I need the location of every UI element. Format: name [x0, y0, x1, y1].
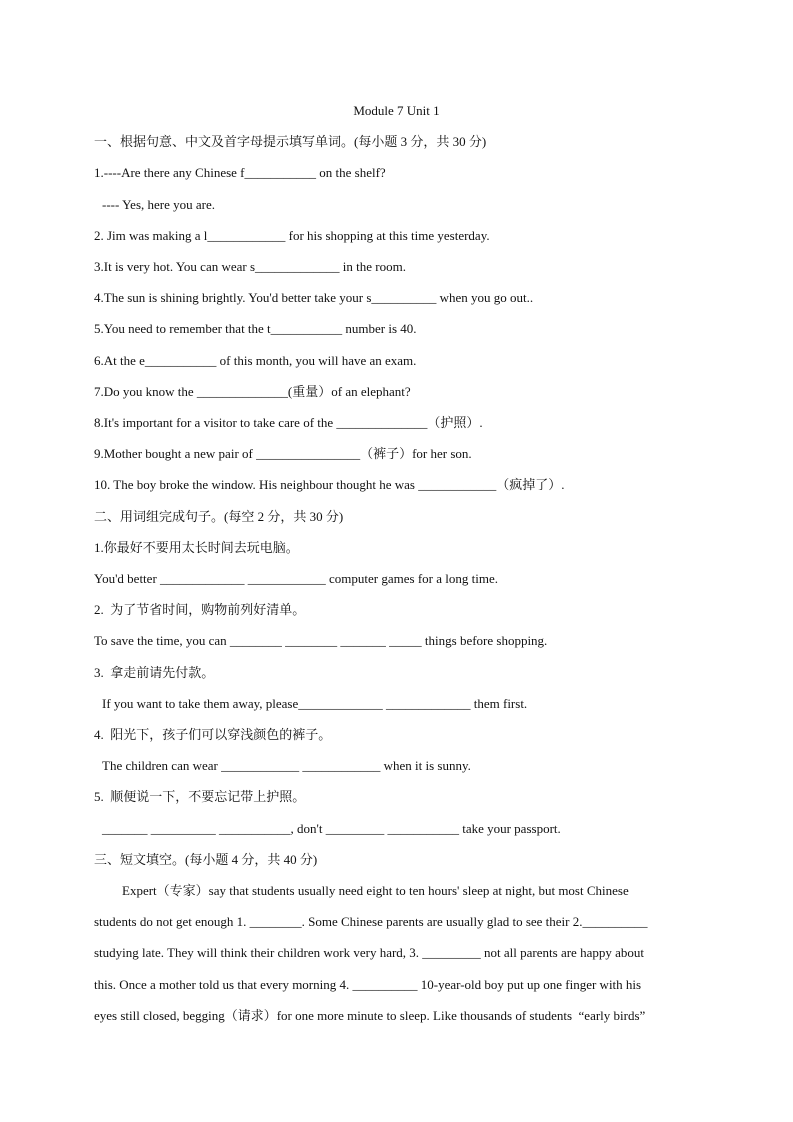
- s1-item-5: 5.You need to remember that the t___________ number is 40.: [94, 321, 417, 336]
- section3-heading: 三、短文填空。(每小题 4 分，共 40 分): [94, 852, 318, 867]
- s3-line-2: students do not get enough 1. ________. Some Chinese parents are usually glad to see their 2.__________: [94, 914, 648, 929]
- s2-item-1-cn: 1.你最好不要用太长时间去玩电脑。: [94, 540, 299, 555]
- s1-item-1-answer: ---- Yes, here you are.: [102, 197, 215, 212]
- section2-heading: 二、用词组完成句子。(每空 2 分，共 30 分): [94, 509, 344, 524]
- s3-line-5: eyes still closed, begging（请求）for one more minute to sleep. Like thousands of students “early birds”: [94, 1008, 646, 1023]
- s1-item-2: 2. Jim was making a l____________ for his shopping at this time yesterday.: [94, 228, 490, 243]
- s1-item-1: 1.----Are there any Chinese f___________ on the shelf?: [94, 165, 386, 180]
- page-title: Module 7 Unit 1: [353, 103, 440, 118]
- s2-item-2-en: To save the time, you can ________ ________ _______ _____ things before shopping.: [94, 633, 548, 648]
- s2-item-1-en: You'd better _____________ ____________ computer games for a long time.: [94, 571, 498, 586]
- s1-item-9: 9.Mother bought a new pair of ________________（裤子）for her son.: [94, 446, 472, 461]
- s1-item-4: 4.The sun is shining brightly. You'd better take your s__________ when you go out..: [94, 290, 534, 305]
- s1-item-10: 10. The boy broke the window. His neighbour thought he was ____________（疯掉了）.: [94, 477, 565, 492]
- s2-item-5-cn: 5. 顺便说一下，不要忘记带上护照。: [94, 789, 306, 804]
- s2-item-3-en: If you want to take them away, please_____________ _____________ them first.: [102, 696, 528, 711]
- s3-line-1: Expert（专家）say that students usually need eight to ten hours' sleep at night, but most Chinese: [122, 883, 629, 898]
- s2-item-2-cn: 2. 为了节省时间，购物前列好清单。: [94, 602, 306, 617]
- s3-line-4: this. Once a mother told us that every morning 4. __________ 10-year-old boy put up one finger with his: [94, 977, 642, 992]
- s3-line-3: studying late. They will think their children work very hard, 3. _________ not all parents are happy about: [94, 945, 644, 960]
- section1-heading: 一、根据句意、中文及首字母提示填写单词。(每小题 3 分，共 30 分): [94, 134, 487, 149]
- s2-item-3-cn: 3. 拿走前请先付款。: [94, 665, 215, 680]
- s1-item-6: 6.At the e___________ of this month, you will have an exam.: [94, 353, 417, 368]
- s1-item-7: 7.Do you know the ______________(重量）of an elephant?: [94, 384, 411, 399]
- s1-item-3: 3.It is very hot. You can wear s_____________ in the room.: [94, 259, 406, 274]
- s1-item-8: 8.It's important for a visitor to take care of the ______________（护照）.: [94, 415, 483, 430]
- s2-item-4-en: The children can wear ____________ ____________ when it is sunny.: [102, 758, 471, 773]
- s2-item-4-cn: 4. 阳光下，孩子们可以穿浅颜色的裤子。: [94, 727, 332, 742]
- s2-item-5-en: _______ __________ ___________, don't _________ ___________ take your passport.: [102, 821, 561, 836]
